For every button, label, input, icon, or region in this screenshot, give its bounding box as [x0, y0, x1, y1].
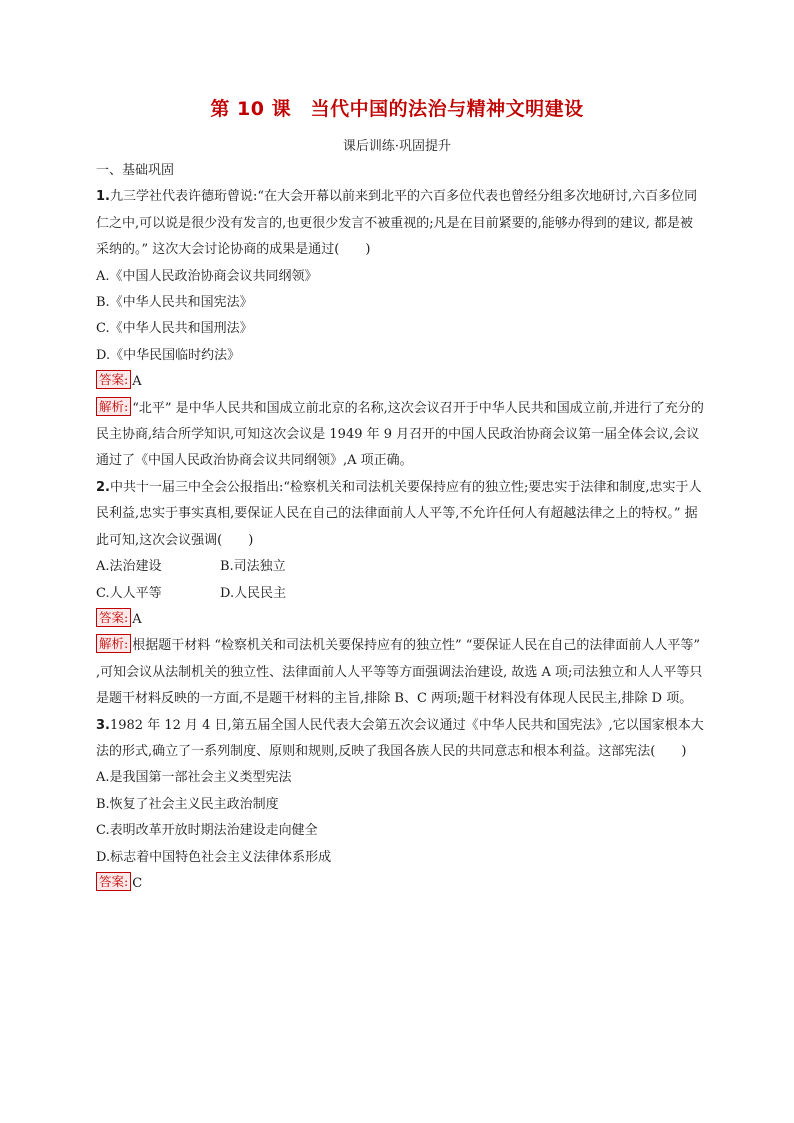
question-text: 1982 年 12 月 4 日,第五届全国人民代表大会第五次会议通过《中华人民共和国宪法》,它以国家根本大法的形式,确立了一系列制度、原则和规则,反映了我国各族人民的共同意志和根本利益。这部宪法( ) — [96, 717, 704, 759]
option-d: D.标志着中国特色社会主义法律体系形成 — [96, 849, 332, 865]
option-a: A.法治建设 — [96, 559, 162, 575]
option-c: C.表明改革开放时期法治建设走向健全 — [96, 823, 318, 839]
lesson-subtitle: 课后训练·巩固提升 — [342, 139, 452, 154]
option-b: B.恢复了社会主义民主政治制度 — [96, 796, 279, 812]
option-b: B.《中华人民共和国宪法》 — [96, 295, 253, 311]
option-b: B.司法独立 — [220, 559, 286, 575]
answer-tag: 答案: — [96, 608, 131, 627]
section-heading: 一、基础巩固 — [96, 163, 175, 178]
analysis-tag: 解析: — [96, 397, 131, 416]
question-2 — [96, 475, 704, 713]
question-number: 2. — [96, 479, 110, 495]
answer-line — [96, 607, 704, 633]
option-c: C.《中华人民共和国刑法》 — [96, 321, 253, 337]
answer-tag: 答案: — [96, 872, 131, 891]
question-1 — [96, 184, 704, 474]
option-c: C.人人平等 — [96, 585, 162, 601]
option-d: D.《中华民国临时约法》 — [96, 347, 241, 363]
options-row-1 — [96, 554, 704, 580]
question-number: 3. — [96, 717, 110, 733]
answer-line — [96, 871, 704, 897]
analysis-line — [96, 396, 704, 475]
analysis-text: “北平” 是中华人民共和国成立前北京的名称,这次会议召开于中华人民共和国成立前,并进行了充分的民主协商,结合所学知识,可知这次会议是 1949 年 9 月召开的中国人民政治协商会议第一届全体会议,会议通过了《中国人民政治协商会议共同纲领》,A 项正确。 — [96, 400, 704, 469]
question-stem — [96, 184, 704, 263]
answer-value: A — [132, 611, 142, 627]
content-body — [96, 158, 704, 897]
lesson-title: 第 10 课 当代中国的法治与精神文明建设 — [210, 98, 584, 120]
question-text: 九三学社代表许德珩曾说:“在大会开幕以前来到北平的六百多位代表也曾经分组多次地研讨,六百多位同仁之中,可以说是很少没有发言的,也更很少发言不被重视的;凡是在目前紧要的,能够办得到的建议, 都是被采纳的。” 这次大会讨论协商的成果是通过( ) — [96, 189, 698, 258]
question-3 — [96, 713, 704, 898]
option-d: D.人民民主 — [220, 585, 287, 601]
answer-tag: 答案: — [96, 370, 131, 389]
answer-line — [96, 369, 704, 395]
option-a: A.《中国人民政治协商会议共同纲领》 — [96, 268, 318, 284]
answer-value: C — [132, 875, 143, 891]
question-text: 中共十一届三中全会公报指出:“检察机关和司法机关要保持应有的独立性;要忠实于法律和制度,忠实于人民利益,忠实于事实真相,要保证人民在自己的法律面前人人平等,不允许任何人有超越法律之上的特权。” 据此可知,这次会议强调( ) — [96, 479, 702, 548]
answer-value: A — [132, 374, 142, 390]
question-stem — [96, 713, 704, 766]
analysis-line — [96, 633, 704, 712]
question-stem — [96, 475, 704, 554]
option-a: A.是我国第一部社会主义类型宪法 — [96, 770, 292, 786]
question-number: 1. — [96, 189, 110, 205]
analysis-tag: 解析: — [96, 634, 131, 653]
analysis-text: 根据题干材料 “检察机关和司法机关要保持应有的独立性” “要保证人民在自己的法律面前人人平等” ,可知会议从法制机关的独立性、法律面前人人平等等方面强调法治建设, 故选 A 项;司法独立和人人平等只是题干材料反映的一方面,不是题干材料的主旨,排除 B、C 两项;题干材料没有体现人民民主,排除 D 项。 — [96, 638, 703, 707]
options-row-2 — [96, 581, 704, 607]
